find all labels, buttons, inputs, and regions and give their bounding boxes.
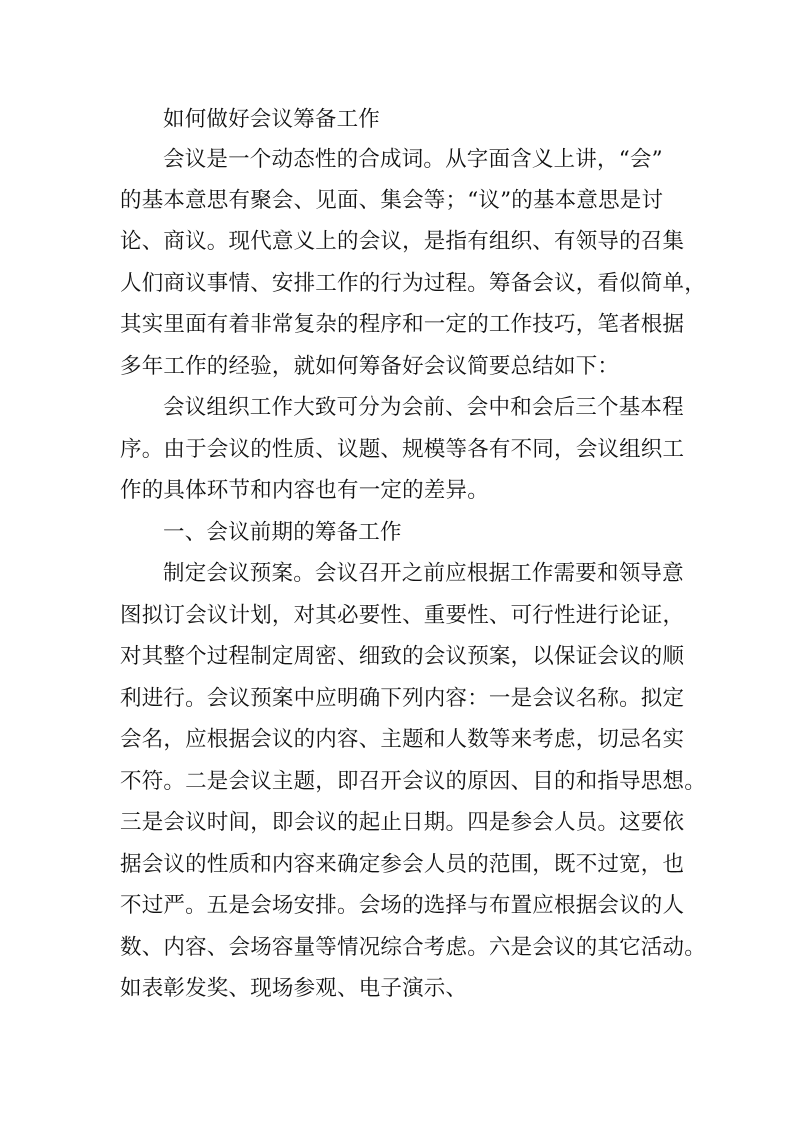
paragraph-line: 如表彰发奖、现场参观、电子演示、: [120, 976, 468, 1001]
paragraph-line: 三是会议时间，即会议的起止日期。四是参会人员。这要依: [120, 810, 685, 835]
paragraph-line: 利进行。会议预案中应明确下列内容：一是会议名称。拟定: [120, 686, 685, 711]
paragraph-line: 制定会议预案。会议召开之前应根据工作需要和领导意: [163, 561, 684, 586]
paragraph-line: 会议是一个动态性的合成词。从字面含义上讲，“会”: [163, 147, 663, 172]
paragraph-line: 序。由于会议的性质、议题、规模等各有不同，会议组织工: [120, 437, 685, 462]
paragraph-line: 不过严。五是会场安排。会场的选择与布置应根据会议的人: [120, 893, 685, 918]
paragraph-line: 作的具体环节和内容也有一定的差异。: [120, 478, 489, 503]
paragraph-line: 论、商议。现代意义上的会议，是指有组织、有领导的召集: [120, 229, 685, 254]
paragraph-line: 的基本意思有聚会、见面、集会等；“议”的基本意思是讨: [120, 188, 664, 213]
document-title: 如何做好会议筹备工作: [163, 107, 381, 132]
paragraph-line: 不符。二是会议主题，即召开会议的原因、目的和指导思想。: [120, 769, 706, 794]
paragraph-line: 其实里面有着非常复杂的程序和一定的工作技巧，笔者根据: [120, 312, 685, 337]
paragraph-line: 对其整个过程制定周密、细致的会议预案，以保证会议的顺: [120, 644, 685, 669]
paragraph-line: 多年工作的经验，就如何筹备好会议简要总结如下：: [120, 354, 620, 379]
paragraph-line: 会议组织工作大致可分为会前、会中和会后三个基本程: [163, 395, 684, 420]
paragraph-line: 人们商议事情、安排工作的行为过程。筹备会议，看似简单，: [120, 271, 706, 296]
paragraph-line: 图拟订会议计划，对其必要性、重要性、可行性进行论证，: [120, 603, 685, 628]
paragraph-line: 据会议的性质和内容来确定参会人员的范围，既不过宽，也: [120, 852, 685, 877]
section-heading: 一、会议前期的筹备工作: [163, 520, 402, 545]
paragraph-line: 数、内容、会场容量等情况综合考虑。六是会议的其它活动。: [120, 935, 706, 960]
paragraph-line: 会名，应根据会议的内容、主题和人数等来考虑，切忌名实: [120, 727, 685, 752]
